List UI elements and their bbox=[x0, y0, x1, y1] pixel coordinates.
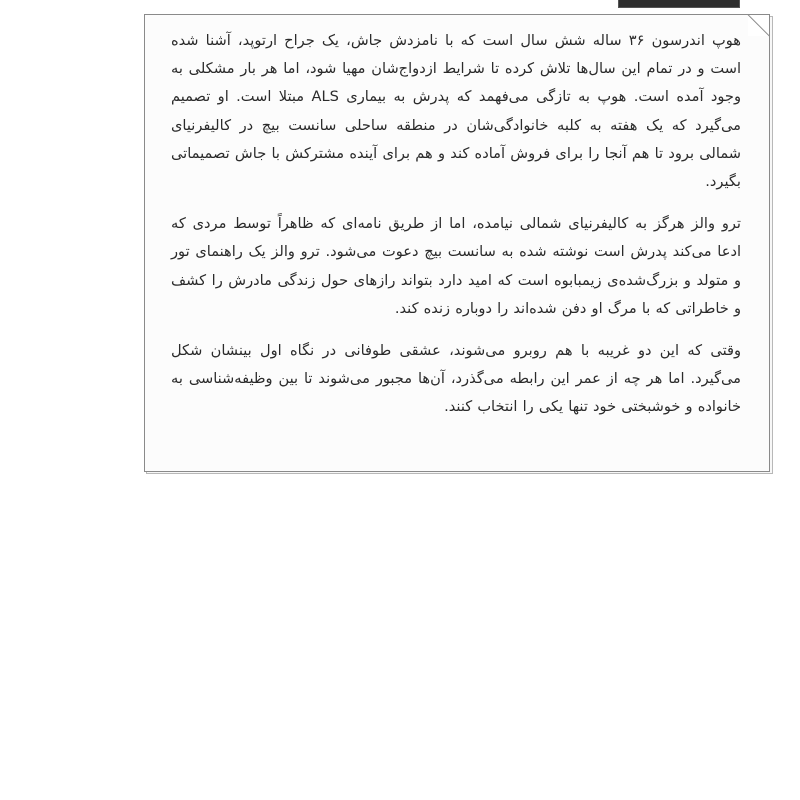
synopsis-paragraph-3: وقتی که این دو غریبه با هم روبرو می‌شوند، عشقی طوفانی در نگاه اول بینشان شکل می‌گیرد. اما هر چه از عمر این رابطه می‌گذرد، آن‌ها مجبور می‌شوند تا بین وظیفه‌شناسی به خانواده و خوشبختی خود تنها یکی را انتخاب کنند. bbox=[171, 342, 741, 416]
folded-corner bbox=[748, 14, 770, 36]
synopsis-box bbox=[144, 14, 770, 472]
cover-photo-edge bbox=[618, 0, 740, 8]
synopsis-paragraph-1: هوپ اندرسون ۳۶ ساله شش سال است که با نامزدش جاش، یک جراح ارتوپد، آشنا شده است و در تمام این سال‌ها تلاش کرده تا شرایط ازدواج‌شان مهیا شود، اما هر بار مشکلی به وجود آمده است. هوپ به تازگی می‌فهمد که پدرش به بیماری ALS مبتلا است. او تصمیم می‌گیرد که یک هفته به کلبه خانوادگی‌شان در منطقه ساحلی سانست بیچ در کالیفرنیای شمالی برود تا هم آنجا را برای فروش آماده کند و هم برای آینده مشترکش با جاش تصمیماتی بگیرد. bbox=[171, 32, 742, 191]
synopsis-paragraph-2: ترو والز هرگز به کالیفرنیای شمالی نیامده، اما از طریق نامه‌ای که ظاهراً توسط مردی که ادعا می‌کند پدرش است نوشته شده به سانست بیچ دعوت می‌شود. ترو والز یک راهنمای تور و متولد و بزرگ‌شده‌ی زیمبابوه است که امید دارد بتواند رازهای حول زندگی مادرش را کشف و خاطراتی که با مرگ او دفن شده‌اند را دوباره زنده کند. bbox=[171, 215, 741, 317]
